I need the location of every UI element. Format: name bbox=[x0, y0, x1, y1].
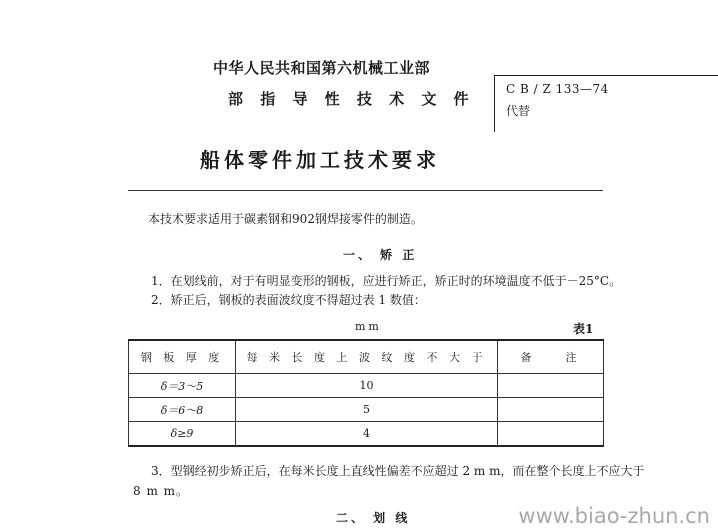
table-header-row bbox=[129, 340, 604, 374]
clause-1: 1．在划线前，对于有明显变形的钢板，应进行矫正，矫正时的环境温度不低于－25°C。 bbox=[151, 274, 622, 288]
waviness-cell: 4 bbox=[236, 422, 498, 447]
thickness-cell: δ＝6～8 bbox=[129, 398, 236, 422]
col-header-notes: 备 注 bbox=[498, 340, 604, 374]
waviness-cell: 10 bbox=[236, 374, 498, 398]
clause-3: 3．型钢经初步矫正后，在每米长度上直线性偏差不应超过 2 m m，而在整个长度上不应大于 bbox=[151, 464, 645, 478]
table-row bbox=[129, 422, 604, 447]
clause-2: 2．矫正后，钢板的表面波纹度不得超过表 1 数值： bbox=[151, 293, 426, 307]
issuing-ministry: 中华人民共和国第六机械工业部 bbox=[213, 59, 431, 77]
notes-cell bbox=[498, 422, 604, 447]
site-watermark: www.biao-zhun.cn bbox=[518, 504, 710, 528]
document-type: 部 指 导 性 技 术 文 件 bbox=[228, 90, 475, 108]
thickness-cell: δ≥9 bbox=[129, 422, 236, 447]
waviness-cell: 5 bbox=[236, 398, 498, 422]
scope-statement: 本技术要求适用于碳素钢和902钢焊接零件的制造。 bbox=[148, 212, 423, 226]
notes-cell bbox=[498, 374, 604, 398]
col-header-thickness: 钢 板 厚 度 bbox=[129, 340, 236, 374]
table-row bbox=[129, 398, 604, 422]
replaces-label: 代替 bbox=[506, 104, 531, 118]
thickness-cell: δ＝3～5 bbox=[129, 374, 236, 398]
table-label: 表1 bbox=[573, 322, 594, 336]
notes-cell bbox=[498, 398, 604, 422]
table-row bbox=[129, 374, 604, 398]
document-title: 船体零件加工技术要求 bbox=[200, 148, 440, 172]
section-2-heading: 二、 划 线 bbox=[336, 511, 411, 525]
clause-3-continued: 8 m m。 bbox=[133, 484, 190, 498]
section-1-heading: 一、 矫 正 bbox=[343, 248, 418, 262]
standard-code: C B / Z 133—74 bbox=[506, 82, 609, 96]
header-divider bbox=[128, 190, 603, 191]
col-header-waviness: 每 米 长 度 上 波 纹 度 不 大 于 bbox=[236, 340, 498, 374]
table-unit: mm bbox=[355, 320, 382, 333]
flatness-table bbox=[128, 339, 604, 447]
